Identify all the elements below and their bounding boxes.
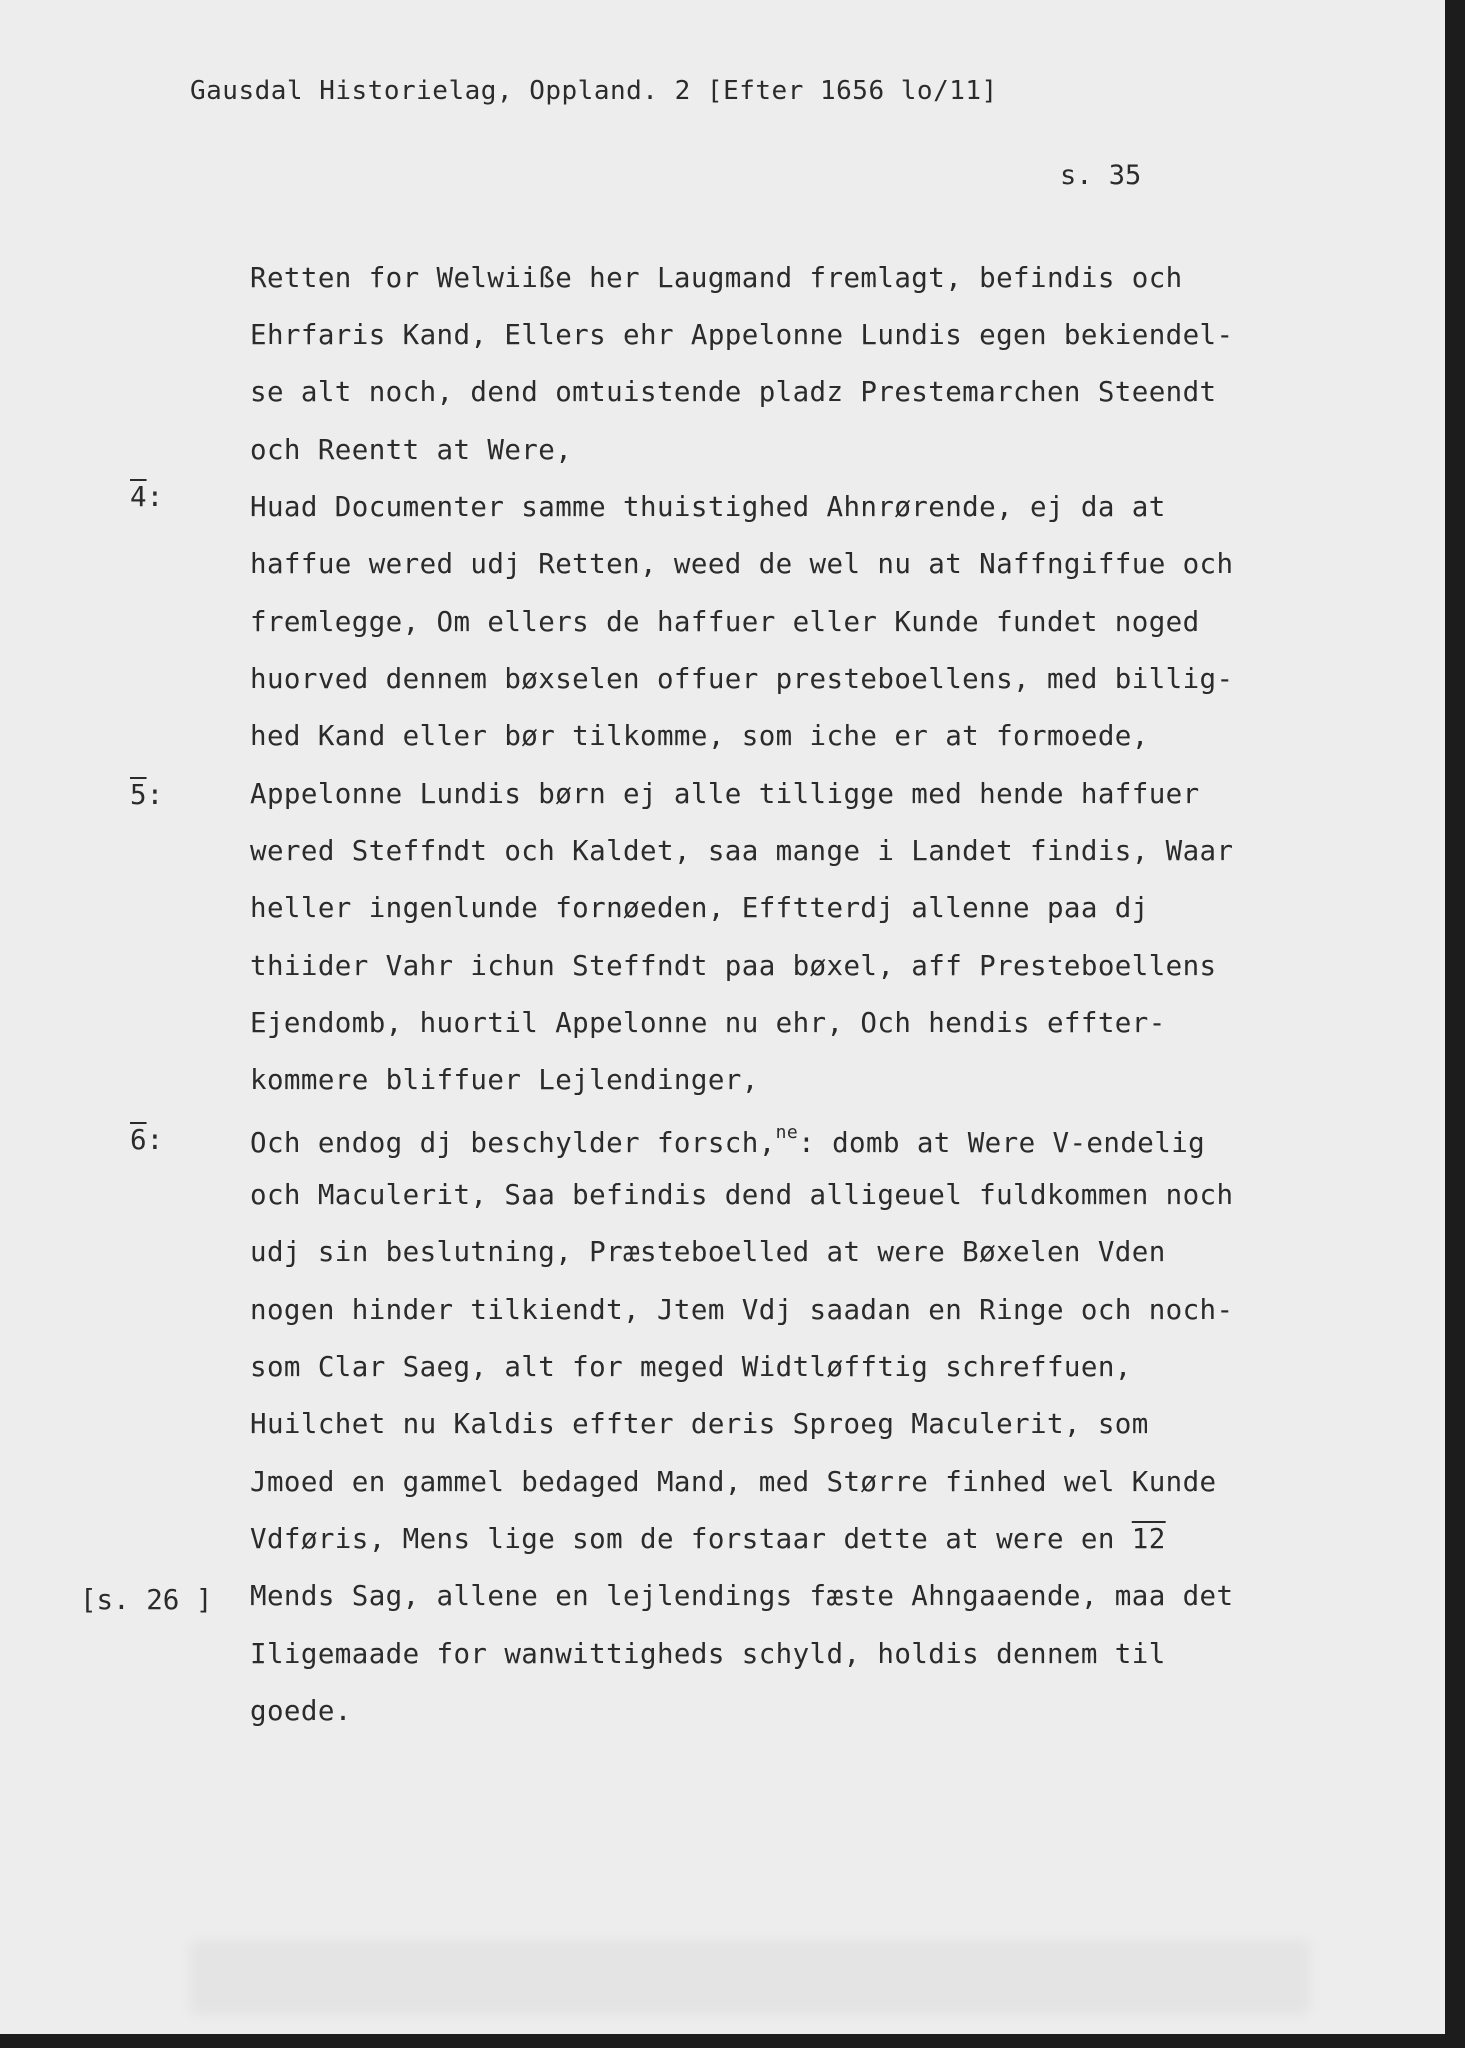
text-line: haffue wered udj Retten, weed de wel nu at Naffngiffue och	[250, 548, 1234, 580]
text-line: Jmoed en gammel bedaged Mand, med Større finhed wel Kunde	[250, 1466, 1217, 1498]
text-line: Huad Documenter samme thuistighed Ahnrørende, ej da at	[250, 491, 1166, 523]
text-line-with-superscript: Och endog dj beschylder forsch,$^{ne}$: domb at Were V-endelig	[250, 1122, 1206, 1159]
text-line: som Clar Saeg, alt for meged Widtløfftig schreffuen,	[250, 1351, 1132, 1383]
text-line: och Maculerit, Saa befindis dend alligeuel fuldkommen noch	[250, 1179, 1234, 1211]
text-line: Huilchet nu Kaldis effter deris Sproeg Maculerit, som	[250, 1408, 1149, 1440]
section-marker-6: 6:	[130, 1124, 164, 1156]
text-line: udj sin beslutning, Præsteboelled at were Bøxelen Vden	[250, 1236, 1166, 1268]
text-line: Mends Sag, allene en lejlendings fæste Ahngaaende, maa det	[250, 1580, 1234, 1612]
header-date-bracket: [Efter 1656 lo/11]	[706, 76, 998, 106]
text-line: Ejendomb, huortil Appelonne nu ehr, Och hendis effter-	[250, 1007, 1166, 1039]
text-line: thiider Vahr ichun Steffndt paa bøxel, aff Presteboellens	[250, 950, 1217, 982]
bleed-through-shadow	[190, 1940, 1310, 2015]
text-line: Iligemaade for wanwittigheds schyld, holdis dennem til	[250, 1638, 1166, 1670]
text-line: hed Kand eller bør tilkomme, som iche er at formoede,	[250, 720, 1149, 752]
text-line: kommere bliffuer Lejlendinger,	[250, 1064, 759, 1096]
text-line: huorved dennem bøxselen offuer presteboellens, med billig-	[250, 663, 1234, 695]
text-line: goede.	[250, 1695, 352, 1727]
header-title: Gausdal Historielag, Oppland. 2	[190, 76, 691, 106]
page-26-marker: [s. 26 ]	[80, 1584, 213, 1616]
text-line: Appelonne Lundis børn ej alle tilligge med hende haffuer	[250, 778, 1200, 810]
text-line: och Reentt at Were,	[250, 434, 573, 466]
text-line: se alt noch, dend omtuistende pladz Prestemarchen Steendt	[250, 376, 1217, 408]
text-line: fremlegge, Om ellers de haffuer eller Kunde fundet noged	[250, 606, 1200, 638]
section-marker-5: 5:	[130, 779, 164, 811]
text-line: heller ingenlunde fornøeden, Efftterdj allenne paa dj	[250, 892, 1149, 924]
overlined-number: 12	[1131, 1523, 1166, 1555]
text-line: wered Steffndt och Kaldet, saa mange i Landet findis, Waar	[250, 835, 1234, 867]
text-line: Vdføris, Mens lige som de forstaar dette at were en 12	[250, 1523, 1166, 1555]
page-number: s. 35	[1060, 160, 1142, 191]
header-line	[190, 76, 998, 106]
text-line: Retten for Welwiiße her Laugmand fremlagt, befindis och	[250, 262, 1183, 294]
superscript-abbrev: ne	[775, 1122, 799, 1143]
text-line: nogen hinder tilkiendt, Jtem Vdj saadan en Ringe och noch-	[250, 1294, 1234, 1326]
text-line: Ehrfaris Kand, Ellers ehr Appelonne Lundis egen bekiendel-	[250, 319, 1234, 351]
section-marker-4: 4:	[130, 481, 164, 513]
